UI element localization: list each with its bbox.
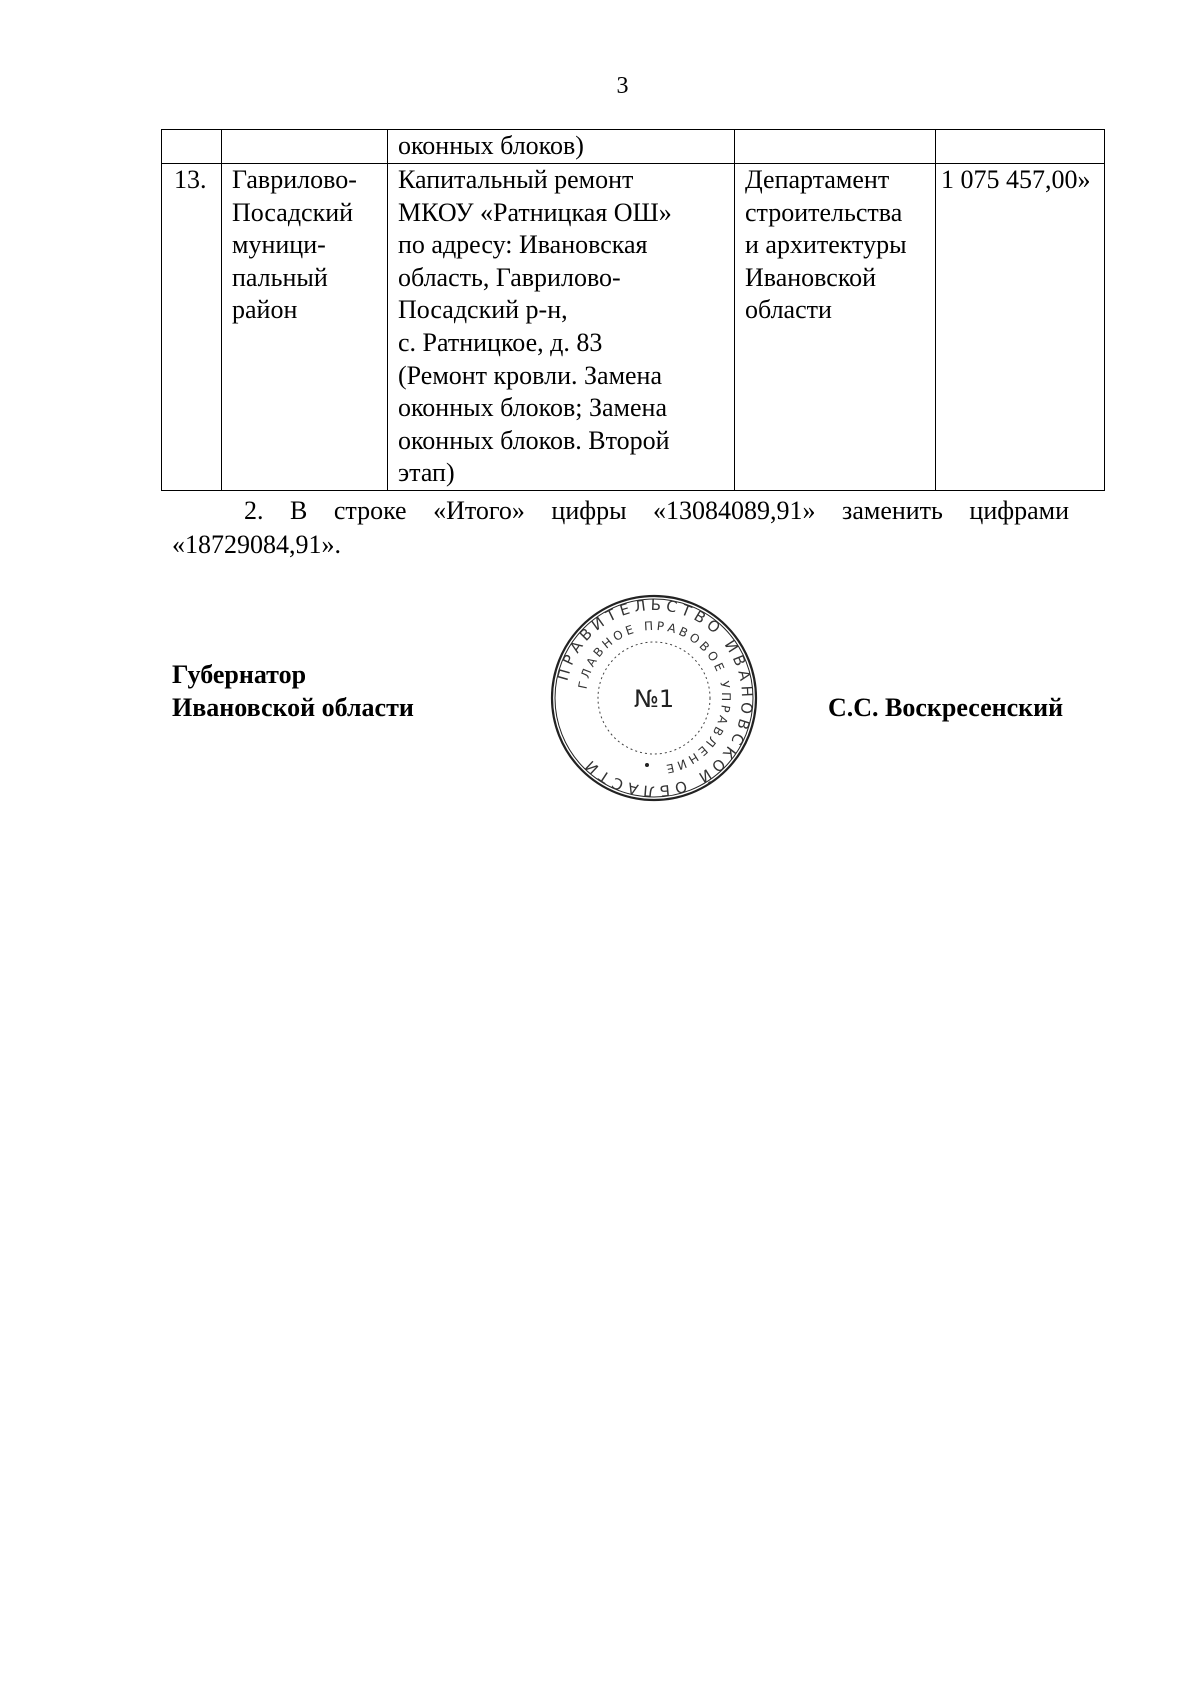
object-line: оконных блоков; Замена <box>398 393 667 423</box>
object-line: оконных блоков. Второй <box>398 425 670 455</box>
municipality-line: район <box>232 295 298 325</box>
customer-line: области <box>745 295 832 325</box>
page-number: 3 <box>616 73 629 99</box>
signer-title <box>172 658 414 724</box>
amendment-paragraph <box>172 494 1069 562</box>
signer-title-line: Ивановской области <box>172 693 414 722</box>
cell-number: 13. <box>162 164 222 491</box>
paragraph-line: 2. В строке «Итого» цифры «13084089,91» заменить цифрами <box>244 496 1069 525</box>
customer-line: Департамент <box>745 165 890 194</box>
customer-line: и архитектуры <box>745 230 907 260</box>
cell-number <box>162 130 222 164</box>
table-row-carry <box>162 130 1105 164</box>
cell-amount: 1 075 457,00» <box>936 164 1105 491</box>
stamp-center-number: №1 <box>633 685 675 713</box>
table-row-13 <box>162 164 1105 491</box>
object-line: (Ремонт кровли. Замена <box>398 360 663 390</box>
cell-municipality <box>222 164 388 491</box>
signer-name: С.С. Воскресенский <box>828 693 1064 722</box>
municipality-line: муници- <box>232 230 326 260</box>
stamp-outer-text: ПРАВИТЕЛЬСТВО ИВАНОВСКОЙ ОБЛАСТИ <box>553 595 757 801</box>
object-line: область, Гаврилово- <box>398 262 621 292</box>
signer-title-line: Губернатор <box>172 660 307 689</box>
cell-municipality <box>222 130 388 164</box>
cell-object <box>388 164 735 491</box>
official-stamp <box>549 593 759 803</box>
stamp-inner-text: ГЛАВНОЕ ПРАВОВОЕ УПРАВЛЕНИЕ <box>575 618 734 777</box>
object-line: МКОУ «Ратницкая ОШ» <box>398 197 672 227</box>
object-line: с. Ратницкое, д. 83 <box>398 327 603 357</box>
object-line: этап) <box>398 458 455 488</box>
object-line: Посадский р-н, <box>398 295 568 325</box>
customer-line: Ивановской <box>745 262 877 292</box>
cell-amount <box>936 130 1105 164</box>
paragraph-line: «18729084,91». <box>172 530 341 559</box>
cell-customer <box>735 130 936 164</box>
object-line: Капитальный ремонт <box>398 165 634 194</box>
municipality-line: Посадский <box>232 197 354 227</box>
amendment-table <box>161 129 1105 491</box>
customer-line: строительства <box>745 197 903 227</box>
municipality-line: Гаврилово- <box>232 165 357 194</box>
cell-object: оконных блоков) <box>388 130 735 164</box>
object-line: по адресу: Ивановская <box>398 230 648 260</box>
cell-customer <box>735 164 936 491</box>
municipality-line: пальный <box>232 262 328 292</box>
stamp-dot <box>645 763 649 767</box>
